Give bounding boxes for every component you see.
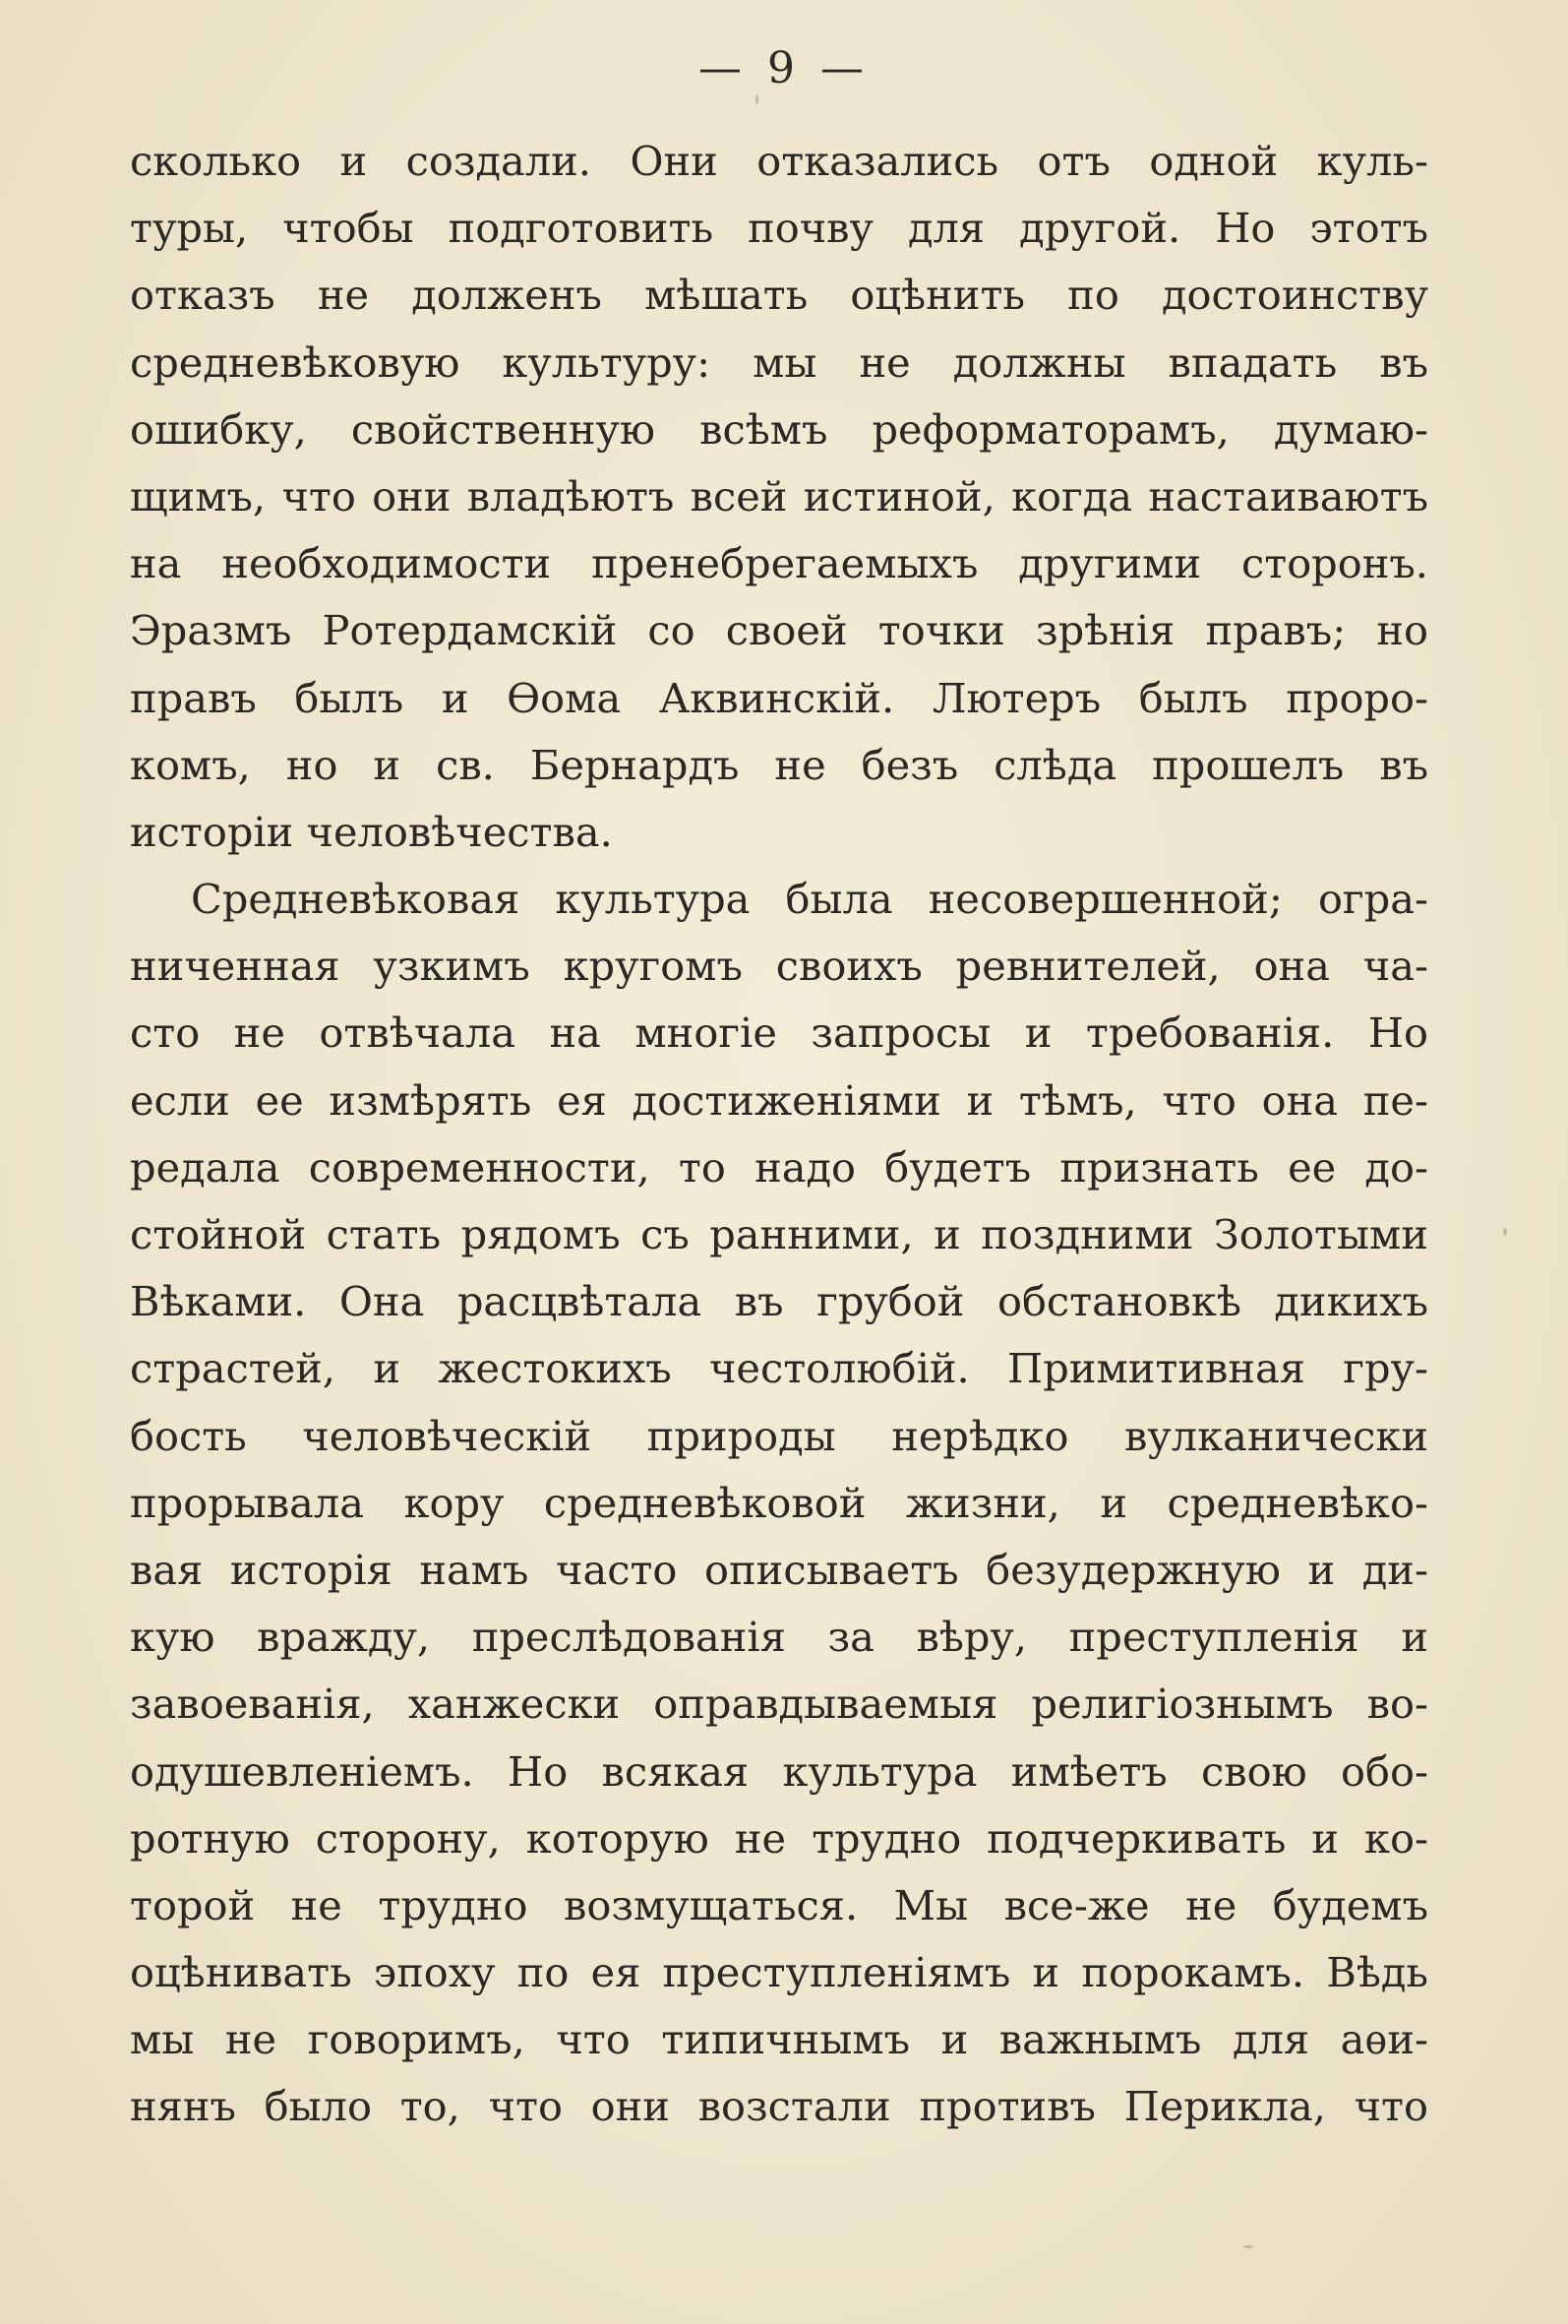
text-line: туры, чтобы подготовить почву для другой. Но этотъ [130, 204, 1428, 253]
text-line: одушевленіемъ. Но всякая культура имѣетъ свою обо- [130, 1746, 1428, 1796]
text-line: ротную сторону, которую не трудно подчеркивать и ко- [130, 1813, 1428, 1863]
text-line: комъ, но и св. Бернардъ не безъ слѣда прошелъ въ [130, 740, 1428, 789]
text-line: сто не отвѣчала на многіе запросы и требованія. Но [130, 1009, 1428, 1058]
text-line: стойной стать рядомъ съ ранними, и поздними Золотыми [130, 1210, 1428, 1258]
text-line: завоеванія, ханжески оправдываемыя религіознымъ во- [130, 1680, 1428, 1729]
paragraph-1 [130, 128, 1428, 866]
text-line: Вѣками. Она расцвѣтала въ грубой обстановкѣ дикихъ [130, 1277, 1428, 1326]
text-line: кую вражду, преслѣдованія за вѣру, преступленія и [130, 1613, 1428, 1662]
paper-speck [1503, 1228, 1507, 1236]
text-line: торой не трудно возмущаться. Мы все-же не будемъ [130, 1880, 1428, 1929]
text-line: редала современности, то надо будетъ признать ее до- [130, 1142, 1428, 1192]
text-line: щимъ, что они владѣютъ всей истиной, когда настаиваютъ [130, 471, 1428, 520]
text-line: вая исторія намъ часто описываетъ безудержную и ди- [130, 1545, 1428, 1594]
text-line: Эразмъ Ротердамскій со своей точки зрѣнія правъ; но [130, 606, 1428, 655]
text-line: ниченная узкимъ кругомъ своихъ ревнителей, она ча- [130, 942, 1428, 991]
text-line: Средневѣковая культура была несовершенной; огра- [191, 875, 1428, 924]
text-line: исторіи человѣчества. [130, 807, 613, 856]
text-line: страстей, и жестокихъ честолюбій. Примитивная гру- [130, 1344, 1428, 1393]
text-line: мы не говоримъ, что типичнымъ и важнымъ для аѳи- [130, 2015, 1428, 2064]
text-line: средневѣковую культуру: мы не должны впадать въ [130, 337, 1428, 387]
text-line: оцѣнивать эпоху по ея преступленіямъ и порокамъ. Вѣдь [130, 1948, 1428, 1997]
page-number: — 9 — [698, 43, 870, 93]
text-line: отказъ не долженъ мѣшать оцѣнить по достоинству [130, 271, 1428, 320]
text-line: прорывала кору средневѣковой жизни, и средневѣко- [130, 1478, 1428, 1527]
paragraph-2 [130, 866, 1428, 2141]
text-line: бость человѣческій природы нерѣдко вулканически [130, 1411, 1428, 1460]
text-line: нянъ было то, что они возстали противъ Перикла, что [130, 2082, 1428, 2131]
paper-speck [1243, 2245, 1253, 2248]
body-text [130, 128, 1428, 2141]
text-line: сколько и создали. Они отказались отъ одной куль- [130, 137, 1428, 185]
text-line: если ее измѣрять ея достиженіями и тѣмъ, что она пе- [130, 1075, 1428, 1125]
text-line: ошибку, свойственную всѣмъ реформаторамъ, думаю- [130, 404, 1428, 454]
text-line: правъ былъ и Ѳома Аквинскій. Лютеръ былъ проро- [130, 673, 1428, 722]
text-line: на необходимости пренебрегаемыхъ другими сторонъ. [130, 539, 1428, 588]
paper-speck [755, 94, 758, 104]
